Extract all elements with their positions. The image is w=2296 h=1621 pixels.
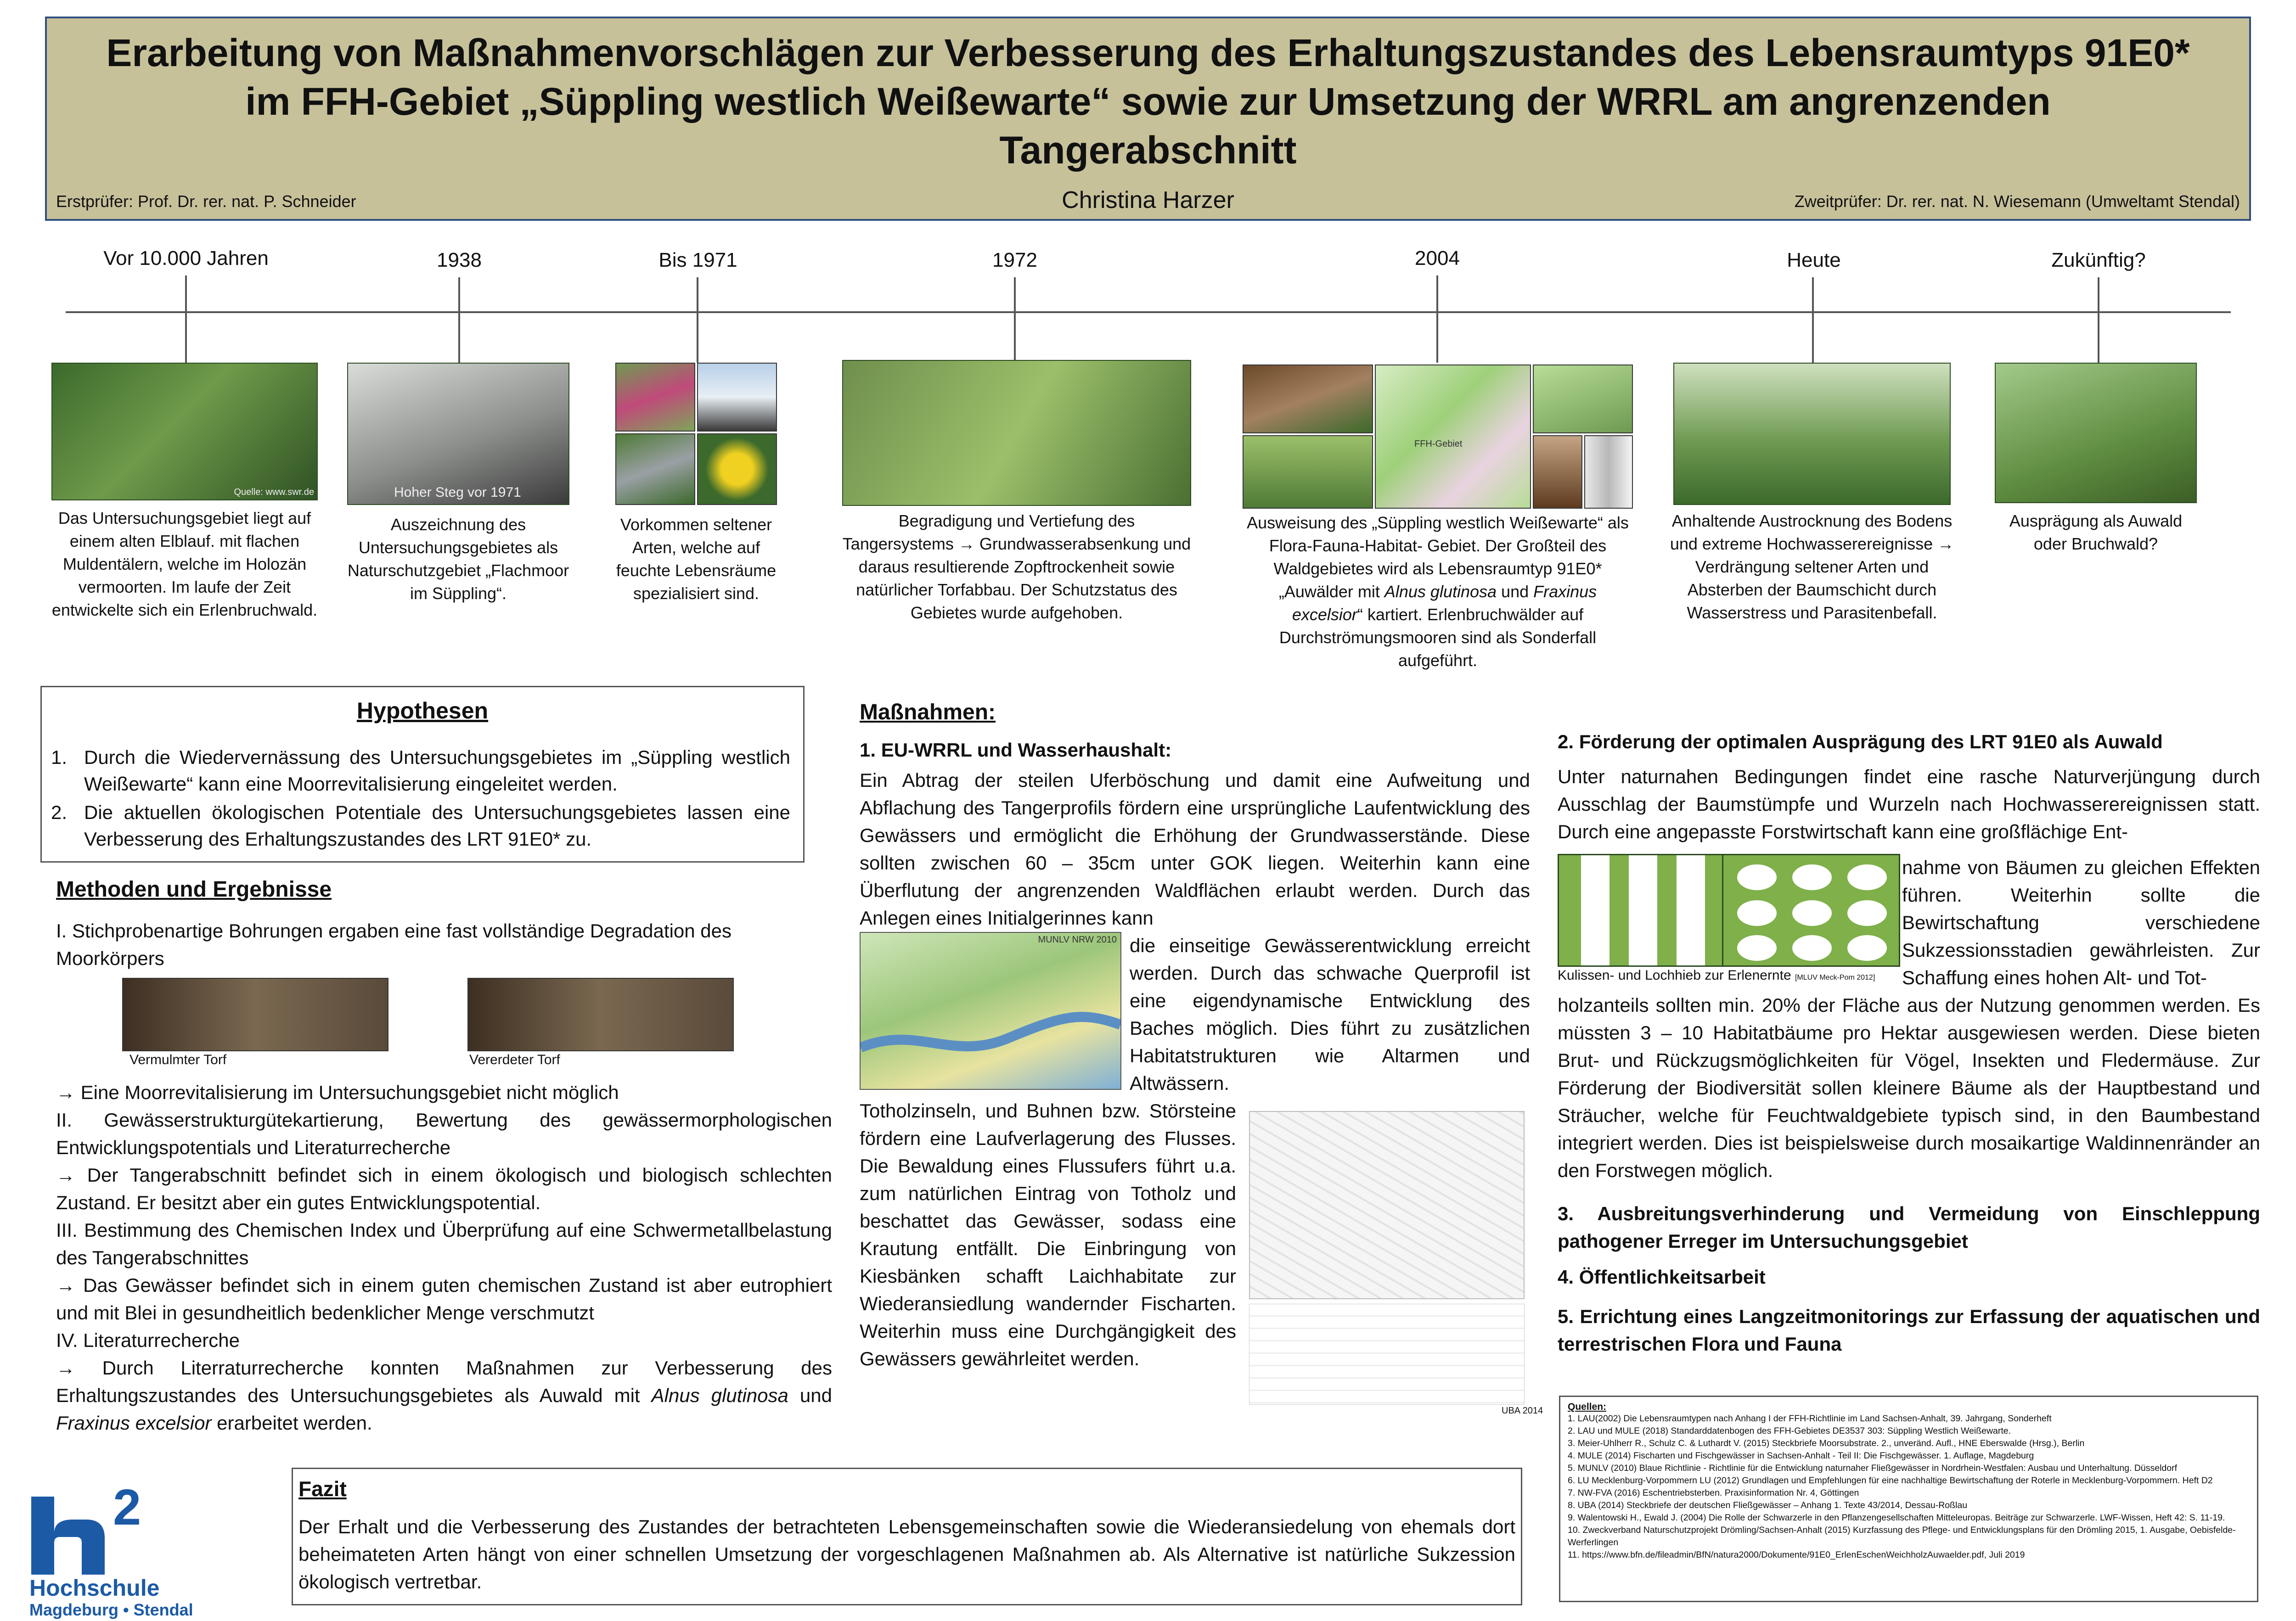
timeline-tick	[458, 277, 460, 363]
photo-peat-core-1	[122, 978, 388, 1051]
photo-future-forest	[1995, 363, 2197, 503]
timeline-year-4: 1972	[992, 249, 1037, 271]
sketch-credit: UBA 2014	[1502, 1406, 1543, 1416]
reference-item: 2. LAU und MULE (2018) Standarddatenbogen des FFH-Gebietes DE3537 303: Süppling Westlich Weißewarte.	[1568, 1426, 2011, 1436]
university-logo	[27, 1479, 197, 1619]
photo-meadow-today	[1673, 363, 1951, 505]
photo-peat-core-2	[467, 978, 734, 1051]
photo-channelized-stream	[842, 360, 1191, 506]
timeline-year-6: Heute	[1787, 249, 1841, 271]
reference-item: 11. https://www.bfn.de/fileadmin/BfN/natura2000/Dokumente/91E0_ErlenEschenWeichholzAuwaelder.pdf, Juli 2019	[1568, 1550, 2025, 1560]
photo-snowy-forest	[347, 363, 569, 505]
timeline-year-1: Vor 10.000 Jahren	[103, 247, 269, 269]
diagram-strip-cut	[1558, 854, 1728, 967]
photo-collage-ffh	[1243, 365, 1633, 509]
measure-5: 5. Errichtung eines Langzeitmonitorings zur Erfassung der aquatischen und terrestrischen Flora und Fauna	[1558, 1306, 2260, 1355]
timeline-caption-2: Auszeichnung des Untersuchungsgebietes als Naturschutzgebiet „Flachmoor im Süppling“.	[347, 515, 569, 603]
timeline-year-2: 1938	[437, 249, 482, 271]
title-line-3: Tangerabschnitt	[999, 129, 1297, 172]
title-line-1: Erarbeitung von Maßnahmenvorschlägen zur Verbesserung des Erhaltungszustandes des Lebensraumtyps 91E0*	[106, 31, 2190, 74]
photo-wetland	[1243, 435, 1373, 509]
result-3: → Das Gewässer befindet sich in einem guten chemischen Zustand ist aber eutrophiert und mit Blei in gesundheitlich bedenklicher Menge verschmutzt	[56, 1274, 832, 1324]
reference-item: 6. LU Mecklenburg-Vorpommern LU (2012) Grundlagen und Empfehlungen für eine nachhaltige Bewirtschaftung der Roterle in Mecklenburg-Vorpommern. Heft D2	[1568, 1475, 2213, 1486]
timeline-axis	[66, 311, 2231, 313]
measure-3: 3. Ausbreitungsverhinderung und Vermeidung von Einschleppung pathogener Erreger im Untersuchungsgebiet	[1558, 1203, 2260, 1252]
photo-credit: Quelle: www.swr.de	[234, 487, 314, 497]
reference-item: 8. UBA (2014) Steckbriefe der deutschen Fließgewässer – Anhang 1. Texte 43/2014, Dessau-Roßlau	[1568, 1500, 1968, 1510]
timeline-caption-3: Vorkommen seltener Arten, welche auf feuchte Lebensräume spezialisiert sind.	[616, 515, 777, 603]
title-line-2: im FFH-Gebiet „Süppling westlich Weißewarte“ sowie zur Umsetzung der WRRL am angrenzenden	[245, 80, 2051, 123]
measure-1-text-c: Totholzinseln, und Buhnen bzw. Störsteine fördern eine Laufverlagerung des Flusses. Die Bewaldung eines Flussufers führt u.a. zum natürlichen Eintrag von Totholz und beschattet das Gewässer, sodass eine Krautung entfällt. Die Einbringung von Kiesbänken schafft Laichhabitate zur Wiederansiedlung wandernder Fischarten. Weiterhin muss eine Durchgängigkeit des Gewässers gewährleitet werden.	[860, 1100, 1236, 1369]
method-2: II. Gewässerstrukturgütekartierung, Bewertung des gewässermorphologischen Entwicklungspotentials und Literaturrecherche	[56, 1109, 832, 1158]
timeline-tick	[185, 275, 187, 363]
photo-orchid	[615, 363, 695, 432]
references-title: Quellen:	[1568, 1402, 1607, 1412]
reference-item: 7. NW-FVA (2016) Eschentriebsterben. Praxisinformation Nr. 4, Göttingen	[1568, 1488, 1859, 1498]
photo-woodpecker	[1533, 435, 1582, 509]
photo-beaver	[1243, 365, 1373, 433]
timeline-tick	[2098, 277, 2099, 363]
diagram-caption: Kulissen- und Lochhieb zur Erlenernte [MLUV Meck-Pom 2012]	[1558, 968, 1875, 983]
timeline-year-7: Zukünftig?	[2051, 249, 2146, 271]
timeline-year-5: 2004	[1415, 247, 1460, 269]
reference-item: 1. LAU(2002) Die Lebensraumtypen nach Anhang I der FFH-Richtlinie im Land Sachsen-Anhalt, 39. Jahrgang, Sonderheft	[1568, 1413, 2052, 1424]
measure-2-text-c: holzanteils sollten min. 20% der Fläche aus der Nutzung genommen werden. Es müssten 3 – 10 Habitatbäume pro Hektar ausgewiesen werden. Diese bieten Brut- und Rückzugsmöglichkeiten für Vögel, Insekten und Fledermäuse. Zur Förderung der Biodiversität sollen kleinere Bäume als der Hauptbestand und Sträucher, welche für Feuchtwaldgebiete typisch sind, in den Baumbestand integriert werden. Dies ist beispielsweise durch mosaikartige Waldinnenränder an den Forstwegen möglich.	[1558, 994, 2260, 1181]
photo-credit: Hoher Steg vor 1971	[394, 485, 521, 500]
timeline-caption-5: Ausweisung des „Süppling westlich Weißewarte“ als Flora-Fauna-Habitat- Gebiet. Der Großteil des Waldgebietes wird als Lebensraumtyp 91E0* „Auwälder mit Alnus glutinosa und Fraxinus excelsior“ kartiert. Erlenbruchwälder auf Durchströmungsmooren sind als Sonderfall aufgeführt.	[1247, 513, 1629, 670]
map-label: FFH-Gebiet	[1414, 439, 1463, 449]
references-box	[1559, 1396, 2258, 1602]
measure-1-text-b: die einseitige Gewässerentwicklung erreicht werden. Durch das schwache Querprofil ist eine eigendynamische Entwicklung des Baches möglich. Dies führt zu zusätzlichen Habitatstrukturen wie Altarmen und Altwässern.	[1130, 935, 1530, 1094]
sketch-legend	[1249, 1304, 1525, 1405]
photo-primeval-forest	[51, 363, 318, 500]
timeline-caption-6: Anhaltende Austrocknung des Bodens und extreme Hochwasserereignisse → Verdrängung seltener Arten und Absterben der Baumschicht durch Wasserstress und Parasitenbefall.	[1670, 511, 1954, 622]
river-sketch	[861, 933, 1120, 1089]
conclusion-box	[292, 1468, 1522, 1605]
author-name: Christina Harzer	[1062, 187, 1234, 213]
timeline-tick	[1812, 277, 1814, 363]
hypothesis-1: 1. Durch die Wiedervernässung des Untersuchungsgebietes im „Süppling westlich Weißewarte“ kann eine Moorrevitalisierung eingeleitet werden.	[51, 746, 790, 795]
conclusion-title: Fazit	[298, 1477, 347, 1501]
measure-2-text-a: Unter naturnahen Bedingungen findet eine rasche Naturverjüngung durch Ausschlag der Baumstümpfe und Wurzeln nach Hochwasserereignissen statt. Durch eine angepasste Forstwirtschaft kann eine großflächige Ent-	[1558, 766, 2260, 842]
photo-yellow-flower	[697, 433, 777, 505]
result-4: → Durch Literraturrecherche konnten Maßnahmen zur Verbesserung des Erhaltungszustandes des Untersuchungsgebietes als Auwald mit Alnus glutinosa und Fraxinus excelsior erarbeitet werden.	[56, 1357, 832, 1434]
second-examiner: Zweitprüfer: Dr. rer. nat. N. Wiesemann (Umweltamt Stendal)	[1794, 192, 2240, 211]
timeline-tick	[697, 277, 698, 363]
hypothesis-2: 2. Die aktuellen ökologischen Potentiale des Untersuchungsgebietes lassen eine Verbesserung des Erhaltungszustandes des LRT 91E0* zu.	[51, 802, 790, 850]
header-banner	[45, 17, 2251, 221]
photo-plants	[1533, 365, 1633, 433]
measures-title: Maßnahmen:	[860, 700, 996, 724]
first-examiner: Erstprüfer: Prof. Dr. rer. nat. P. Schneider	[56, 192, 356, 211]
measure-2-text-b: nahme von Bäumen zu gleichen Effekten führen. Weiterhin sollte die Bewirtschaftung verschiedene Sukzessionsstadien gewährleisten. Zur Schaffung eines hohen Alt- und Tot-	[1902, 857, 2260, 988]
timeline-tick	[1014, 277, 1016, 360]
peat-caption-2: Vererdeter Torf	[469, 1052, 560, 1067]
logo-name: Hochschule	[29, 1575, 160, 1601]
method-3: III. Bestimmung des Chemischen Index und Überprüfung auf eine Schwermetallbelastung des Tangerabschnittes	[56, 1219, 832, 1268]
timeline-caption-1: Das Untersuchungsgebiet liegt auf einem alten Elblauf. mit flachen Muldentälern, welche im Holozän vermoorten. Im laufe der Zeit entwickelte sich ein Erlenbruchwald.	[51, 509, 318, 619]
methods-results	[56, 1079, 832, 1437]
hypotheses-title: Hypothesen	[356, 698, 489, 724]
map-initial-channel	[860, 932, 1121, 1090]
photo-birch-bark	[1584, 435, 1633, 509]
conclusion-text: Der Erhalt und die Verbesserung des Zustandes der betrachteten Lebensgemeinschaften sowie die Wiederansiedelung von ehemals dort beheimateten Arten hängt von einer schnellen Umsetzung der vorgeschlagenen Maßnahmen ab. Als Alternative ist natürliche Sukzession ökologisch vertretbar.	[298, 1516, 1515, 1593]
map-credit: MUNLV NRW 2010	[1038, 935, 1117, 945]
photo-collage-rare-species	[615, 363, 777, 505]
hypotheses-box	[40, 686, 805, 863]
photo-crane	[615, 433, 695, 505]
poster-title	[47, 28, 2249, 174]
method-4: IV. Literaturrecherche	[56, 1329, 240, 1351]
measure-2-heading: 2. Förderung der optimalen Ausprägung des LRT 91E0 als Auwald	[1558, 731, 2163, 752]
timeline-caption-7: Ausprägung als Auwald oder Bruchwald?	[2009, 511, 2183, 553]
measure-4: 4. Öffentlichkeitsarbeit	[1558, 1266, 1766, 1288]
timeline-tick	[1436, 275, 1438, 363]
logo-locations: Magdeburg • Stendal	[29, 1600, 193, 1619]
method-1: I. Stichprobenartige Bohrungen ergaben eine fast vollständige Degradation des Moorkörpers	[56, 920, 732, 969]
river-structure-sketch	[1249, 1111, 1525, 1299]
timeline-caption-4: Begradigung und Vertiefung des Tangersystems → Grundwasserabsenkung und daraus resultierende Zopftrockenheit sowie natürlicher Torfabbau. Der Schutzstatus des Gebietes wurde aufgehoben.	[842, 511, 1191, 622]
methods-title: Methoden und Ergebnisse	[56, 877, 332, 902]
logo-superscript: 2	[113, 1479, 141, 1536]
reference-item: 9. Walentowski H., Ewald J. (2004) Die Rolle der Schwarzerle in den Pflanzengesellschaften Mitteleuropas. Beiträge zur Schwarzerle. LWF-Wissen, Heft 42: S. 11-19.	[1568, 1513, 2225, 1523]
map-ffh-area	[1375, 365, 1531, 509]
result-2: → Der Tangerabschnitt befindet sich in einem ökologisch und biologisch schlechten Zustand. Er besitzt aber ein gutes Entwicklungspotential.	[56, 1164, 832, 1213]
reference-item: 3. Meier-Uhlherr R., Schulz C. & Luthardt V. (2015) Steckbriefe Moorsubstrate. 2., unveränd. Aufl., HNE Eberswalde (Hrsg.), Berlin	[1568, 1438, 2085, 1448]
peat-caption-1: Vermulmter Torf	[129, 1052, 227, 1067]
photo-black-stork	[697, 363, 777, 432]
measure-1-heading: 1. EU-WRRL und Wasserhaushalt:	[860, 739, 1172, 761]
timeline-year-3: Bis 1971	[658, 249, 737, 271]
reference-item: 5. MUNLV (2010) Blaue Richtlinie - Richtlinie für die Entwicklung naturnaher Fließgewässer in Nordrhein-Westfalen: Ausbau und Unterhaltung. Düsseldorf	[1568, 1463, 2178, 1473]
result-1: → Eine Moorrevitalisierung im Untersuchungsgebiet nicht möglich	[56, 1082, 619, 1103]
diagram-hole-cut	[1722, 854, 1900, 967]
measure-1-text-a: Ein Abtrag der steilen Uferböschung und damit eine Aufweitung und Abflachung des Tangerprofils fördern eine ursprüngliche Laufentwicklung des Gewässers und ermöglicht die Erhöhung der Grundwasserstände. Diese sollten zwischen 60 – 35cm unter GOK liegen. Weiterhin kann eine Überflutung der angrenzenden Waldflächen erlaubt werden. Durch das Anlegen eines Initialgerinnes kann	[860, 769, 1530, 929]
reference-item: 4. MULE (2014) Fischarten und Fischgewässer in Sachsen-Anhalt - Teil II: Die Fischgewässer. 1. Auflage, Magdeburg	[1568, 1451, 2034, 1461]
reference-item: 10. Zweckverband Naturschutzprojekt Drömling/Sachsen-Anhalt (2015) Kurzfassung des Pflege- und Entwicklungsplans für den Drömling 2015, 1. Ausgabe, Oebisfelde-Werferlingen	[1568, 1525, 2236, 1548]
